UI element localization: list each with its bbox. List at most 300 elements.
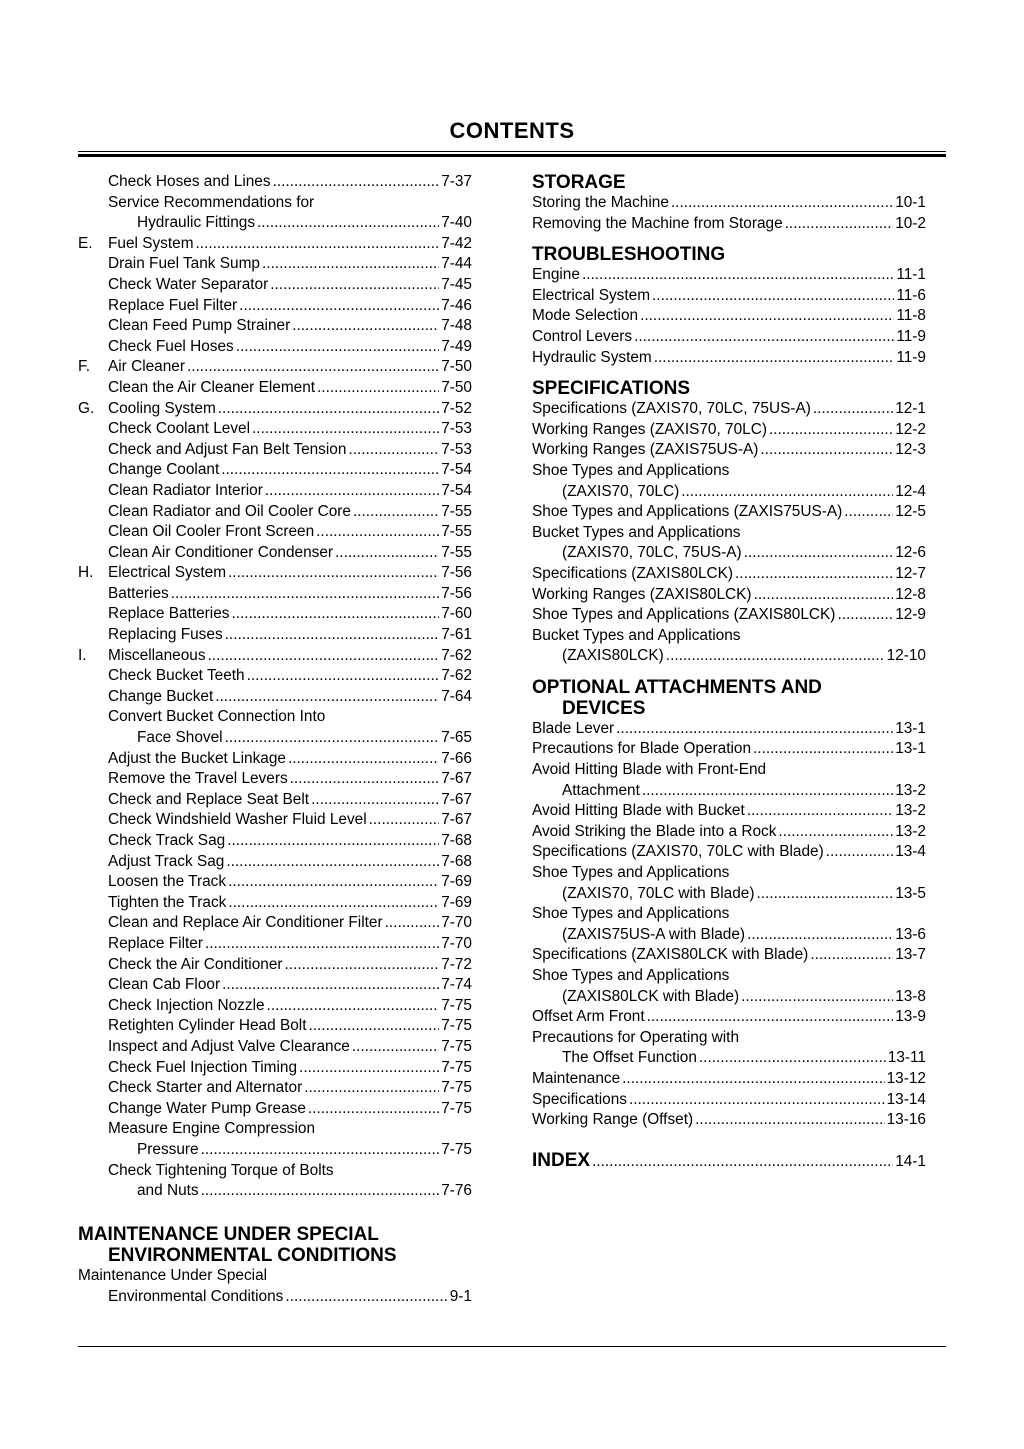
toc-page-number: 7-75 <box>441 1017 472 1035</box>
toc-page-number: 11-6 <box>896 286 926 304</box>
toc-entry[interactable] <box>532 1069 926 1090</box>
toc-page-number: 13-1 <box>895 740 926 758</box>
toc-entry[interactable] <box>78 502 472 523</box>
dot-leader <box>735 564 893 585</box>
toc-page-number: 7-37 <box>441 173 472 190</box>
toc-entry-title: Replace Batteries <box>108 605 230 623</box>
toc-entry[interactable] <box>78 193 472 214</box>
toc-entry[interactable] <box>532 1048 926 1069</box>
toc-entry[interactable] <box>78 913 472 934</box>
toc-page-number: 13-2 <box>895 781 926 799</box>
toc-entry-title: Shoe Types and Applications (ZAXIS80LCK) <box>532 606 836 624</box>
toc-entry-title: and Nuts <box>137 1182 199 1200</box>
dot-leader <box>647 1007 894 1028</box>
dot-leader <box>208 646 440 667</box>
toc-page-number: 7-55 <box>441 543 472 561</box>
toc-page-number: 12-2 <box>895 420 926 438</box>
toc-page-number: 12-4 <box>895 482 926 500</box>
dot-leader <box>654 348 895 369</box>
toc-entry[interactable] <box>532 781 926 802</box>
toc-entry-title: (ZAXIS70, 70LC with Blade) <box>562 884 755 902</box>
toc-entry-title: Shoe Types and Applications <box>532 905 730 923</box>
toc-entry[interactable] <box>78 1016 472 1037</box>
toc-page-number: 7-40 <box>441 214 472 232</box>
toc-page-number: 7-76 <box>441 1182 472 1200</box>
toc-entry[interactable] <box>78 563 472 584</box>
toc-page-number: 13-2 <box>895 822 926 840</box>
toc-entry[interactable] <box>78 955 472 976</box>
dot-leader <box>228 872 439 893</box>
toc-page-number: 13-2 <box>895 802 926 820</box>
dot-leader <box>369 810 440 831</box>
toc-entry[interactable] <box>532 739 926 760</box>
toc-entry[interactable] <box>532 420 926 441</box>
toc-entry[interactable] <box>532 966 926 987</box>
toc-entry-title: Electrical System <box>108 564 227 582</box>
toc-entry[interactable] <box>78 584 472 605</box>
toc-entry[interactable] <box>78 790 472 811</box>
dot-leader <box>316 522 439 543</box>
toc-entry-title: Replace Fuel Filter <box>108 296 238 314</box>
toc-page-number: 7-75 <box>441 1140 472 1158</box>
toc-entry[interactable] <box>532 904 926 925</box>
toc-page-number: 7-67 <box>441 811 472 829</box>
toc-page-number: 7-56 <box>441 584 472 602</box>
toc-page-number: 7-45 <box>441 275 472 293</box>
toc-entry-title: (ZAXIS75US-A with Blade) <box>562 925 746 943</box>
dot-leader <box>582 265 894 286</box>
toc-entry-title: Specifications (ZAXIS80LCK) <box>532 564 734 582</box>
toc-page-number: 7-66 <box>441 749 472 767</box>
toc-entry[interactable] <box>78 419 472 440</box>
toc-entry-title: Change Bucket <box>108 687 214 705</box>
dot-leader <box>681 482 893 503</box>
toc-entry-title: Check Track Sag <box>108 832 226 849</box>
toc-page-number: 7-75 <box>441 1079 472 1097</box>
toc-page-number: 14-1 <box>895 1152 926 1170</box>
toc-entry[interactable] <box>78 728 472 749</box>
toc-entry[interactable] <box>532 286 926 307</box>
toc-page-number: 12-6 <box>895 544 926 562</box>
toc-entry-title: Bucket Types and Applications <box>532 626 741 644</box>
toc-page-number: 7-62 <box>441 667 472 685</box>
toc-entry-title: Specifications (ZAXIS80LCK with Blade) <box>532 946 809 964</box>
toc-page-number: 7-72 <box>441 955 472 973</box>
toc-entry[interactable] <box>532 543 926 564</box>
index-title: INDEX <box>532 1149 591 1171</box>
toc-entry[interactable] <box>78 996 472 1017</box>
toc-entry[interactable] <box>78 543 472 564</box>
dot-leader <box>285 955 440 976</box>
toc-entry[interactable] <box>78 1266 472 1287</box>
toc-entry-title: Replace Filter <box>108 934 203 952</box>
toc-entry-title: Check Hoses and Lines <box>108 173 271 190</box>
toc-entry-title: Drain Fuel Tank Sump <box>108 255 260 273</box>
toc-entry-title: Check Fuel Injection Timing <box>108 1058 298 1076</box>
toc-entry[interactable] <box>78 254 472 275</box>
toc-entry-title: The Offset Function <box>562 1049 697 1067</box>
toc-page-number: 13-12 <box>886 1069 926 1087</box>
toc-entry[interactable] <box>78 975 472 996</box>
toc-entry[interactable] <box>532 987 926 1008</box>
page-title: CONTENTS <box>449 118 575 143</box>
left-column-toc <box>78 172 472 1202</box>
dot-leader <box>187 357 439 378</box>
toc-page-number: 7-52 <box>441 399 472 417</box>
dot-leader <box>228 893 439 914</box>
dot-leader <box>225 728 440 749</box>
dot-leader <box>616 719 893 740</box>
dot-leader <box>273 172 440 193</box>
toc-page-number: 7-74 <box>441 976 472 994</box>
toc-entry-title: Tighten the Track <box>108 893 227 911</box>
dot-leader <box>225 625 440 646</box>
toc-entry[interactable] <box>532 265 926 286</box>
toc-entry[interactable] <box>78 234 472 255</box>
dot-leader <box>747 801 893 822</box>
toc-entry[interactable] <box>78 1140 472 1161</box>
dot-leader <box>837 605 893 626</box>
toc-entry[interactable] <box>78 769 472 790</box>
toc-page-number: 7-46 <box>441 296 472 314</box>
title-rule-thin <box>78 151 946 152</box>
toc-entry-title: Clean Feed Pump Strainer <box>108 317 291 335</box>
toc-entry-title: Check Windshield Washer Fluid Level <box>108 811 367 829</box>
toc-page-number: 13-16 <box>886 1111 926 1129</box>
toc-entry[interactable] <box>78 357 472 378</box>
toc-entry[interactable] <box>532 646 926 667</box>
toc-entry[interactable] <box>532 1090 926 1111</box>
toc-page-number: 7-54 <box>441 481 472 499</box>
toc-page-number: 7-55 <box>441 502 472 520</box>
toc-entry[interactable] <box>78 852 472 873</box>
toc-entry-title: Clean Radiator Interior <box>108 481 263 499</box>
section-letter: G. <box>78 399 95 417</box>
toc-entry[interactable] <box>78 831 472 852</box>
dot-leader <box>844 502 893 523</box>
dot-leader <box>744 543 894 564</box>
dot-leader <box>353 502 439 523</box>
section-letter: E. <box>78 234 93 252</box>
toc-entry-title: Specifications <box>532 1090 627 1108</box>
dot-leader <box>754 585 894 606</box>
toc-entry[interactable] <box>532 719 926 740</box>
toc-entry-title: Batteries <box>108 584 169 602</box>
dot-leader <box>352 1037 439 1058</box>
dot-leader <box>753 739 893 760</box>
toc-entry[interactable] <box>532 822 926 843</box>
toc-entry-title: Check and Adjust Fan Belt Tension <box>108 440 347 458</box>
dot-leader <box>592 1150 893 1174</box>
toc-entry[interactable] <box>78 440 472 461</box>
toc-page-number: 10-2 <box>895 214 926 232</box>
toc-entry-title: Avoid Hitting Blade with Front-End <box>532 761 767 779</box>
toc-entry-title: Maintenance Under Special <box>78 1267 268 1284</box>
toc-entry[interactable] <box>532 626 926 647</box>
toc-entry-title: Check Water Separator <box>108 275 269 293</box>
dot-leader <box>205 934 439 955</box>
toc-entry[interactable] <box>532 306 926 327</box>
toc-entry[interactable] <box>532 585 926 606</box>
section-heading: OPTIONAL ATTACHMENTS AND <box>532 676 822 698</box>
toc-entry-title: (ZAXIS70, 70LC, 75US-A) <box>562 544 742 562</box>
toc-page-number: 7-61 <box>441 626 472 644</box>
section-heading: MAINTENANCE UNDER SPECIAL <box>78 1224 379 1245</box>
toc-entry-title: Replacing Fuses <box>108 626 223 644</box>
toc-entry[interactable] <box>78 1099 472 1120</box>
toc-page-number: 11-8 <box>896 307 926 325</box>
toc-entry[interactable] <box>532 760 926 781</box>
toc-page-number: 7-48 <box>441 317 472 335</box>
toc-entry[interactable] <box>532 399 926 420</box>
dot-leader <box>215 687 439 708</box>
toc-entry-title: Mode Selection <box>532 307 639 325</box>
dot-leader <box>785 214 894 235</box>
dot-leader <box>699 1048 886 1069</box>
toc-entry[interactable] <box>78 275 472 296</box>
toc-entry[interactable] <box>78 810 472 831</box>
dot-leader <box>348 440 439 461</box>
toc-entry-title: Pressure <box>137 1140 199 1158</box>
toc-page-number: 7-53 <box>441 440 472 458</box>
dot-leader <box>666 646 885 667</box>
toc-entry[interactable] <box>78 646 472 667</box>
toc-entry[interactable] <box>78 687 472 708</box>
toc-entry-title: Inspect and Adjust Valve Clearance <box>108 1037 350 1055</box>
toc-entry-title: (ZAXIS80LCK with Blade) <box>562 987 740 1005</box>
toc-entry[interactable] <box>532 925 926 946</box>
toc-entry[interactable] <box>78 316 472 337</box>
toc-entry-title: (ZAXIS70, 70LC) <box>562 482 680 500</box>
toc-entry-title: Clean Air Conditioner Condenser <box>108 543 334 561</box>
toc-entry-title: Clean and Replace Air Conditioner Filter <box>108 914 383 932</box>
toc-entry[interactable] <box>78 481 472 502</box>
toc-entry-title: Shoe Types and Applications (ZAXIS75US-A) <box>532 503 843 521</box>
right-column-toc <box>532 172 926 1173</box>
toc-entry-title: Miscellaneous <box>108 646 206 664</box>
toc-entry[interactable] <box>78 1161 472 1182</box>
toc-entry-title: Removing the Machine from Storage <box>532 214 783 232</box>
section-letter: F. <box>78 358 90 376</box>
dot-leader <box>218 399 439 420</box>
toc-entry-title: Change Coolant <box>108 461 220 479</box>
toc-page-number: 9-1 <box>449 1287 472 1305</box>
toc-entry-title: Storing the Machine <box>532 194 669 211</box>
toc-page-number: 12-9 <box>895 606 926 624</box>
toc-entry-title: Environmental Conditions <box>108 1287 284 1305</box>
toc-entry-title: Working Range (Offset) <box>532 1111 694 1129</box>
dot-leader <box>239 296 439 317</box>
toc-entry[interactable] <box>532 863 926 884</box>
toc-page-number: 7-70 <box>441 914 472 932</box>
toc-entry-title: Measure Engine Compression <box>108 1120 316 1138</box>
toc-entry-title: Change Water Pump Grease <box>108 1099 306 1117</box>
toc-entry[interactable] <box>532 945 926 966</box>
toc-entry-title: Shoe Types and Applications <box>532 461 730 479</box>
toc-entry-title: Working Ranges (ZAXIS80LCK) <box>532 585 752 603</box>
toc-page-number: 7-69 <box>441 893 472 911</box>
toc-entry[interactable] <box>532 523 926 544</box>
toc-page-number: 7-75 <box>441 996 472 1014</box>
toc-entry[interactable] <box>78 934 472 955</box>
toc-entry[interactable] <box>78 625 472 646</box>
toc-entry[interactable] <box>78 749 472 770</box>
dot-leader <box>222 975 439 996</box>
toc-page-number: 12-10 <box>886 647 926 665</box>
toc-entry-title: Check Bucket Teeth <box>108 667 245 685</box>
toc-page-number: 7-50 <box>441 378 472 396</box>
special-conditions-section <box>78 1224 472 1307</box>
toc-page-number: 12-1 <box>895 400 926 418</box>
dot-leader <box>652 286 894 307</box>
dot-leader <box>747 925 893 946</box>
toc-entry[interactable] <box>78 1058 472 1079</box>
toc-entry-title: Precautions for Blade Operation <box>532 740 752 758</box>
toc-entry-title: Retighten Cylinder Head Bolt <box>108 1017 307 1035</box>
dot-leader <box>257 213 439 234</box>
dot-leader <box>640 306 894 327</box>
dot-leader <box>196 234 440 255</box>
toc-page-number: 7-75 <box>441 1099 472 1117</box>
dot-leader <box>629 1090 885 1111</box>
toc-entry[interactable] <box>78 522 472 543</box>
toc-page-number: 7-55 <box>441 523 472 541</box>
dot-leader <box>247 666 440 687</box>
section-heading-cont: DEVICES <box>562 697 646 719</box>
toc-entry-title: Clean Radiator and Oil Cooler Core <box>108 502 351 520</box>
dot-leader <box>810 945 893 966</box>
toc-entry[interactable] <box>532 1007 926 1028</box>
toc-entry[interactable] <box>78 337 472 358</box>
toc-entry[interactable] <box>532 564 926 585</box>
toc-page-number: 7-68 <box>441 832 472 849</box>
toc-entry[interactable] <box>532 801 926 822</box>
toc-entry[interactable] <box>78 666 472 687</box>
toc-entry-title: Attachment <box>562 781 640 799</box>
toc-entry[interactable] <box>78 213 472 234</box>
toc-entry-title: Shoe Types and Applications <box>532 967 730 984</box>
toc-entry-title: Engine <box>532 266 580 284</box>
section-heading: TROUBLESHOOTING <box>532 244 726 266</box>
toc-entry[interactable] <box>78 1037 472 1058</box>
toc-entry[interactable] <box>532 502 926 523</box>
toc-entry[interactable] <box>532 193 926 214</box>
dot-leader <box>695 1110 885 1131</box>
dot-leader <box>226 852 439 873</box>
toc-entry[interactable] <box>78 893 472 914</box>
toc-entry-title: Check and Replace Seat Belt <box>108 790 310 808</box>
toc-entry[interactable] <box>78 399 472 420</box>
section-letter: I. <box>78 646 87 664</box>
toc-page-number: 7-44 <box>441 255 472 273</box>
toc-entry[interactable] <box>532 348 926 369</box>
toc-entry[interactable] <box>532 327 926 348</box>
toc-entry[interactable] <box>532 1028 926 1049</box>
toc-entry[interactable] <box>78 378 472 399</box>
toc-entry[interactable] <box>78 1119 472 1140</box>
toc-page-number: 7-68 <box>441 852 472 870</box>
toc-page-number: 12-8 <box>895 585 926 603</box>
toc-page-number: 7-65 <box>441 729 472 747</box>
toc-page-number: 7-75 <box>441 1037 472 1055</box>
toc-page-number: 7-56 <box>441 564 472 582</box>
toc-entry-title: Remove the Travel Levers <box>108 770 288 788</box>
dot-leader <box>304 1078 439 1099</box>
toc-page-number: 7-54 <box>441 461 472 479</box>
toc-entry-title: Cooling System <box>108 399 216 417</box>
toc-entry[interactable] <box>532 1110 926 1131</box>
toc-entry-title: (ZAXIS80LCK) <box>562 647 664 665</box>
toc-entry-title: Offset Arm Front <box>532 1008 645 1026</box>
toc-entry-title: Avoid Striking the Blade into a Rock <box>532 822 777 840</box>
toc-entry-title: Fuel System <box>108 234 194 252</box>
toc-entry[interactable] <box>78 1287 472 1308</box>
toc-entry-title: Check Injection Nozzle <box>108 996 265 1014</box>
toc-entry-title: Specifications (ZAXIS70, 70LC, 75US-A) <box>532 400 811 418</box>
dot-leader <box>671 193 893 214</box>
dot-leader <box>634 327 894 348</box>
toc-page-number: 12-3 <box>895 441 926 459</box>
toc-entry[interactable] <box>532 440 926 461</box>
toc-entry[interactable] <box>532 884 926 905</box>
toc-entry[interactable] <box>532 214 926 235</box>
toc-entry[interactable] <box>532 605 926 626</box>
toc-page-number: 13-6 <box>895 925 926 943</box>
dot-leader <box>231 604 439 625</box>
toc-entry-title: Precautions for Operating with <box>532 1028 740 1046</box>
toc-entry[interactable] <box>78 460 472 481</box>
toc-entry-title: Maintenance <box>532 1069 621 1087</box>
toc-entry[interactable] <box>78 1181 472 1202</box>
dot-leader <box>826 842 893 863</box>
toc-entry-title: Face Shovel <box>137 729 223 747</box>
index-entry[interactable] <box>532 1149 926 1173</box>
dot-leader <box>741 987 893 1008</box>
toc-entry[interactable] <box>78 872 472 893</box>
toc-page-number: 7-64 <box>441 687 472 705</box>
toc-entry[interactable] <box>78 604 472 625</box>
toc-entry[interactable] <box>532 482 926 503</box>
dot-leader <box>385 913 440 934</box>
toc-entry[interactable] <box>78 172 472 193</box>
toc-entry[interactable] <box>78 1078 472 1099</box>
toc-page-number: 13-5 <box>895 884 926 902</box>
dot-leader <box>262 254 439 275</box>
toc-entry[interactable] <box>78 296 472 317</box>
toc-page-number: 12-5 <box>895 503 926 521</box>
toc-page-number: 11-1 <box>896 266 926 284</box>
dot-leader <box>642 781 893 802</box>
toc-entry[interactable] <box>532 461 926 482</box>
dot-leader <box>778 822 893 843</box>
toc-entry[interactable] <box>532 842 926 863</box>
toc-page-number: 7-49 <box>441 337 472 355</box>
dot-leader <box>311 790 439 811</box>
dot-leader <box>236 337 439 358</box>
toc-page-number: 13-4 <box>895 843 926 861</box>
dot-leader <box>292 316 439 337</box>
toc-page-number: 13-1 <box>895 719 926 737</box>
toc-entry[interactable] <box>78 707 472 728</box>
toc-entry-title: Clean the Air Cleaner Element <box>108 378 316 396</box>
toc-page-number: 7-53 <box>441 420 472 438</box>
dot-leader <box>308 1016 439 1037</box>
toc-page-number: 12-7 <box>895 564 926 582</box>
toc-entry-title: Bucket Types and Applications <box>532 523 741 541</box>
toc-entry-title: Check Tightening Torque of Bolts <box>108 1161 334 1179</box>
toc-entry-title: Working Ranges (ZAXIS75US-A) <box>532 441 759 459</box>
dot-leader <box>227 831 439 852</box>
